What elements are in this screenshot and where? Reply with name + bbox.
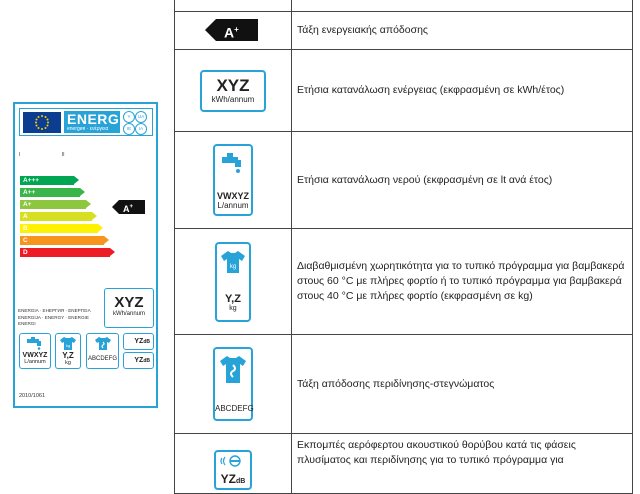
label-kwh-box [104, 288, 154, 328]
energ-title-box [64, 111, 120, 133]
kwh-value: XYZ [216, 75, 250, 95]
languages-text: ENERGIA · ЕНЕРГИЯ · ΕΝΕΡΓΕΙΑ ENERGIJA · ENERGY · ENERGIE ENERGI [18, 308, 91, 326]
water-cell [175, 132, 292, 229]
noise-cell [175, 434, 292, 494]
spin-cell [175, 335, 292, 434]
scale-bar: A [20, 212, 92, 221]
tshirt-icon [220, 250, 246, 274]
faucet-icon [220, 152, 246, 174]
water-value: VWXYZ [216, 191, 249, 201]
spin-box [213, 347, 253, 421]
lang-dot: IJA [135, 111, 147, 123]
capacity-unit: kg [229, 304, 237, 312]
lang-dot: IE [123, 123, 135, 135]
spin-dry-icon [94, 336, 112, 352]
table-row [175, 335, 633, 434]
table-row [175, 0, 633, 12]
label-legend-table [174, 0, 633, 494]
speaker-icon [218, 455, 248, 467]
scale-bar: A++ [20, 188, 80, 197]
label-kwh-value: XYZ [114, 294, 144, 311]
scale-bar: B [20, 224, 98, 233]
label-water-value: VWXYZ [22, 352, 48, 359]
scale-bar: A+ [20, 200, 86, 209]
spin-description: Τάξη απόδοσης περιδίνησης-στεγνώματος [292, 335, 633, 434]
capacity-value: Y,Z [225, 292, 241, 305]
capacity-cell [175, 229, 292, 335]
energy-label [13, 102, 158, 408]
water-description: Ετήσια κατανάλωση νερού (εκφρασμένη σε lt ανά έτος) [292, 132, 633, 229]
label-capacity-box [55, 333, 81, 369]
svg-text:kg: kg [229, 263, 237, 270]
rating-arrow-icon: A+ [216, 19, 258, 41]
scale-bar: C [20, 236, 104, 245]
label-spin-box [86, 333, 119, 369]
rating-cell [175, 12, 292, 50]
supplier-mark: I [19, 152, 21, 158]
table-row [175, 229, 633, 335]
lang-dot: IA [135, 123, 147, 135]
label-spin-value: ABCDEFG [87, 356, 117, 362]
noise-value: YZdB [220, 472, 246, 486]
kwh-box [200, 70, 266, 112]
svg-text:kg: kg [65, 343, 71, 348]
table-row [175, 50, 633, 132]
energ-title: ENERG [67, 111, 120, 127]
kwh-cell [175, 50, 292, 132]
energ-subtitle: energия · ενέργεια [67, 126, 109, 132]
lang-dot: Y [123, 111, 135, 123]
table-row [175, 132, 633, 229]
water-box [213, 144, 253, 216]
regulation-number: 2010/1061 [19, 393, 45, 399]
noise-description: Εκπομπές αερόφερτου ακουστικού θορύβου κατά τις φάσεις πλυσίματος και περιδίνησης για το τυπικό πρόγραμμα για [292, 434, 633, 494]
label-capacity-value: Y,Z [62, 351, 74, 360]
table-row [175, 12, 633, 50]
eu-flag-icon [23, 112, 61, 133]
label-water-box [19, 333, 51, 369]
table-row [175, 434, 633, 494]
label-kwh-unit: kWh/annum [112, 311, 145, 317]
label-water-unit: L/annum [24, 359, 46, 365]
scale-bar: D [20, 248, 110, 257]
spin-dry-icon [219, 355, 247, 385]
label-capacity-unit: kg [65, 360, 71, 366]
tshirt-icon [59, 336, 77, 351]
capacity-box [215, 242, 251, 322]
faucet-icon [25, 336, 45, 350]
capacity-description: Διαβαθμισμένη χωρητικότητα για το τυπικό πρόγραμμα για βαμβακερά στους 60 °C με πλήρες φορτίο ή το τυπικό πρόγραμμα για βαμβακερά στους 40 °C με πλήρες φορτίο (εκφρασμένη σε kg) [292, 229, 633, 335]
label-noise-box-wash: YZdB [123, 333, 154, 350]
scale-bar: A+++ [20, 176, 74, 185]
spin-value: ABCDEFG [215, 404, 254, 413]
label-noise-box-spin: YZdB [123, 352, 154, 369]
label-header [19, 108, 153, 136]
supplier-row [19, 152, 105, 158]
noise-box [214, 450, 252, 490]
rating-description: Τάξη ενεργειακής απόδοσης [292, 12, 633, 50]
kwh-description: Ετήσια κατανάλωση ενέργειας (εκφρασμένη σε kWh/έτος) [292, 50, 633, 132]
water-unit: L/annum [217, 201, 249, 210]
rating-arrow-small: A+ [119, 200, 145, 214]
kwh-unit: kWh/annum [211, 94, 255, 104]
model-mark: II [61, 152, 65, 158]
